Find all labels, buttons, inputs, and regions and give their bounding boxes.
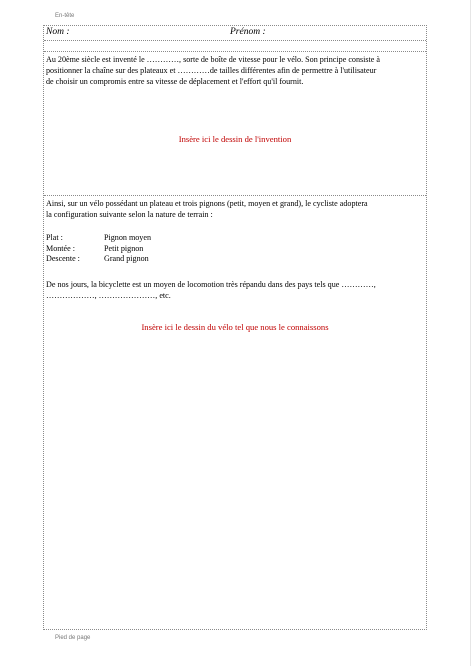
intro-line: de choisir un compromis entre sa vitesse de déplacement et l'effort qu'il fournit. xyxy=(46,76,304,86)
intro-top-divider xyxy=(44,51,426,52)
today-line: De nos jours, la bicyclette est un moyen de locomotion très répandu dans des pays tels que …………, xyxy=(46,280,376,289)
velo-line: la configuration suivante selon la nature de terrain : xyxy=(46,209,213,219)
worksheet-frame xyxy=(43,25,427,630)
terrain-label: Plat : xyxy=(46,233,63,242)
terrain-list xyxy=(46,233,151,265)
header-label: En-tête xyxy=(55,13,75,19)
terrain-row xyxy=(46,244,151,255)
terrain-value: Petit pignon xyxy=(104,243,144,253)
intro-line: positionner la chaîne sur des plateaux et …………de tailles différentes afin de permettre à l'utilisateur xyxy=(46,65,377,75)
name-row xyxy=(44,26,426,41)
terrain-value: Pignon moyen xyxy=(104,233,151,242)
intro-line: Au 20ème siècle est inventé le …………, sorte de boîte de vitesse pour le vélo. Son principe consiste à xyxy=(46,55,381,64)
velo-line: Ainsi, sur un vélo possédant un plateau et trois pignons (petit, moyen et grand), le cycliste adoptera xyxy=(46,199,368,208)
today-line: ………………, …………………, etc. xyxy=(46,290,171,300)
nom-label: Nom : xyxy=(46,27,70,37)
terrain-value: Grand pignon xyxy=(104,254,149,264)
terrain-row xyxy=(46,233,151,244)
terrain-label: Montée : xyxy=(46,243,75,253)
terrain-label: Descente : xyxy=(46,254,80,264)
today-paragraph xyxy=(46,280,425,302)
velo-paragraph xyxy=(46,199,425,221)
footer-label: Pied de page xyxy=(55,635,91,641)
velo-top-divider xyxy=(44,195,426,196)
terrain-row xyxy=(46,254,151,265)
intro-paragraph xyxy=(46,55,425,87)
bike-drawing-instruction: Insère ici le dessin du vélo tel que nous le connaissons xyxy=(141,322,329,332)
prenom-label: Prénom : xyxy=(230,27,266,37)
invention-drawing-instruction: Insère ici le dessin de l'invention xyxy=(178,134,292,144)
